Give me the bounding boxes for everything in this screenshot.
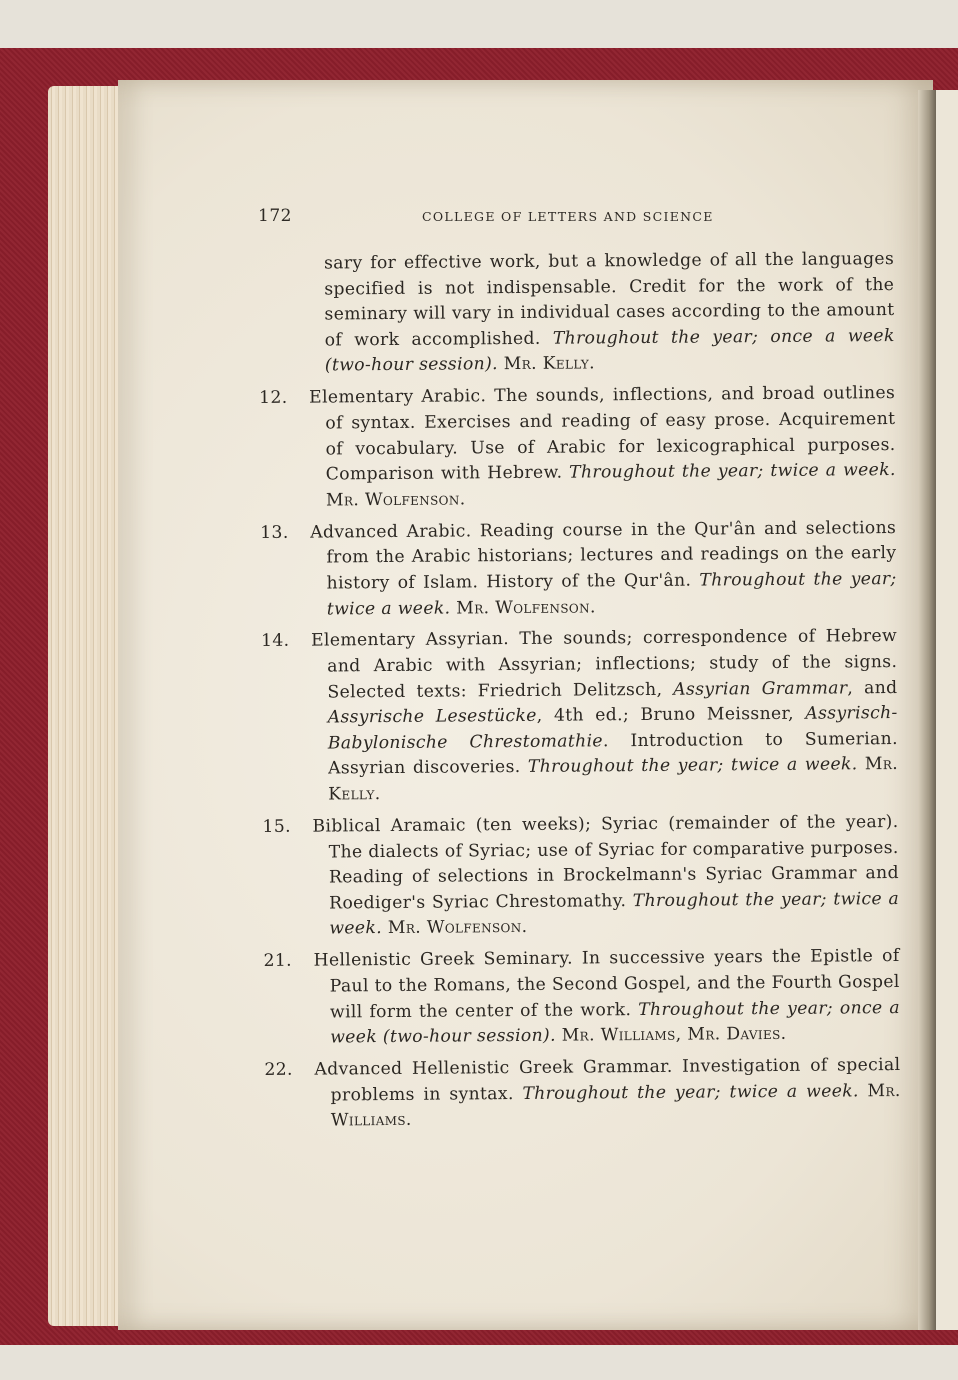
course-schedule: Throughout the year; twice a week. bbox=[569, 460, 896, 483]
book-title: Assyrisch-Babylonische Chrestomathie bbox=[327, 703, 898, 754]
course-text: Biblical Aramaic (ten weeks); Syriac (remainder of the year). The dialects of Syriac; use of Syriac for comparative purposes. Reading of selections in Brockelmann's Syriac Grammar and Roediger's Syriac Chrestomathy. bbox=[312, 812, 899, 914]
page-header bbox=[258, 206, 888, 230]
course-schedule: Throughout the year; twice a week. bbox=[522, 1081, 859, 1104]
course-instructor: Mr. Wolfenson. bbox=[325, 489, 466, 511]
book-title: Assyrian Grammar bbox=[673, 678, 848, 700]
course-schedule: Throughout the year; twice a week. bbox=[326, 568, 897, 619]
course-instructor: Mr. Kelly. bbox=[503, 353, 596, 375]
course-text: . Introduction to Sumerian. Assyrian discoveries. bbox=[327, 728, 898, 779]
course-text: Elementary Assyrian. The sounds; correspondence of Hebrew and Arabic with Assyrian; inflections; study of the signs. Selected texts: Friedrich Delitzsch, bbox=[310, 626, 898, 703]
course-entry bbox=[264, 1053, 901, 1135]
course-schedule: Throughout the year; twice a week. bbox=[527, 754, 858, 778]
running-head: COLLEGE OF LETTERS AND SCIENCE bbox=[422, 209, 714, 224]
course-instructor: Mr. Williams. bbox=[330, 1080, 901, 1131]
course-instructor: Mr. Williams, Mr. Davies. bbox=[561, 1024, 787, 1046]
book-title: Assyrische Lesestücke bbox=[327, 706, 537, 728]
course-text: Advanced Arabic. Reading course in the Qur'ân and selections from the Arabic historians; lectures and readings on the early history of Islam. History of the Qur'ân. bbox=[310, 517, 897, 594]
facing-page-edge bbox=[936, 90, 958, 1330]
course-text: Advanced Hellenistic Greek Grammar. Investigation of special problems in syntax. bbox=[314, 1055, 901, 1106]
course-entry bbox=[261, 624, 898, 808]
course-entry bbox=[259, 381, 896, 514]
course-instructor: Mr. Wolfenson. bbox=[456, 596, 596, 618]
course-text: sary for effective work, but a knowledge of all the languages specified is not indispensable. Credit for the work of the seminary will vary in individual cases according to the amount of work accomplished. bbox=[324, 249, 895, 351]
background-bottom bbox=[0, 1345, 958, 1380]
course-instructor: Mr. Wolfenson. bbox=[387, 917, 528, 939]
course-text: , 4th ed.; Bruno Meissner, bbox=[536, 703, 806, 727]
course-entry bbox=[258, 247, 895, 380]
course-instructor: Mr. Kelly. bbox=[328, 754, 899, 805]
page-gutter bbox=[918, 90, 936, 1330]
course-entry bbox=[262, 810, 899, 943]
course-text: Elementary Arabic. The sounds, inflections, and broad outlines of syntax. Exercises and reading of easy prose. Acquirement of vocabulary. Use of Arabic for lexicographical purposes. Comparison with Hebrew. bbox=[309, 383, 896, 485]
page-number: 172 bbox=[258, 206, 292, 226]
course-entry bbox=[260, 516, 897, 623]
course-text: Hellenistic Greek Seminary. In successive years the Epistle of Paul to the Romans, the Second Gospel, and the Fourth Gospel will form the center of the work. bbox=[313, 946, 900, 1023]
course-schedule: Throughout the year; once a week (two-hour session). bbox=[330, 997, 901, 1048]
course-schedule: Throughout the year; once a week (two-hour session). bbox=[324, 325, 895, 376]
page-body bbox=[258, 247, 901, 1141]
course-entry bbox=[263, 944, 900, 1051]
course-schedule: Throughout the year; twice a week. bbox=[329, 888, 900, 939]
course-text: , and bbox=[847, 677, 898, 699]
